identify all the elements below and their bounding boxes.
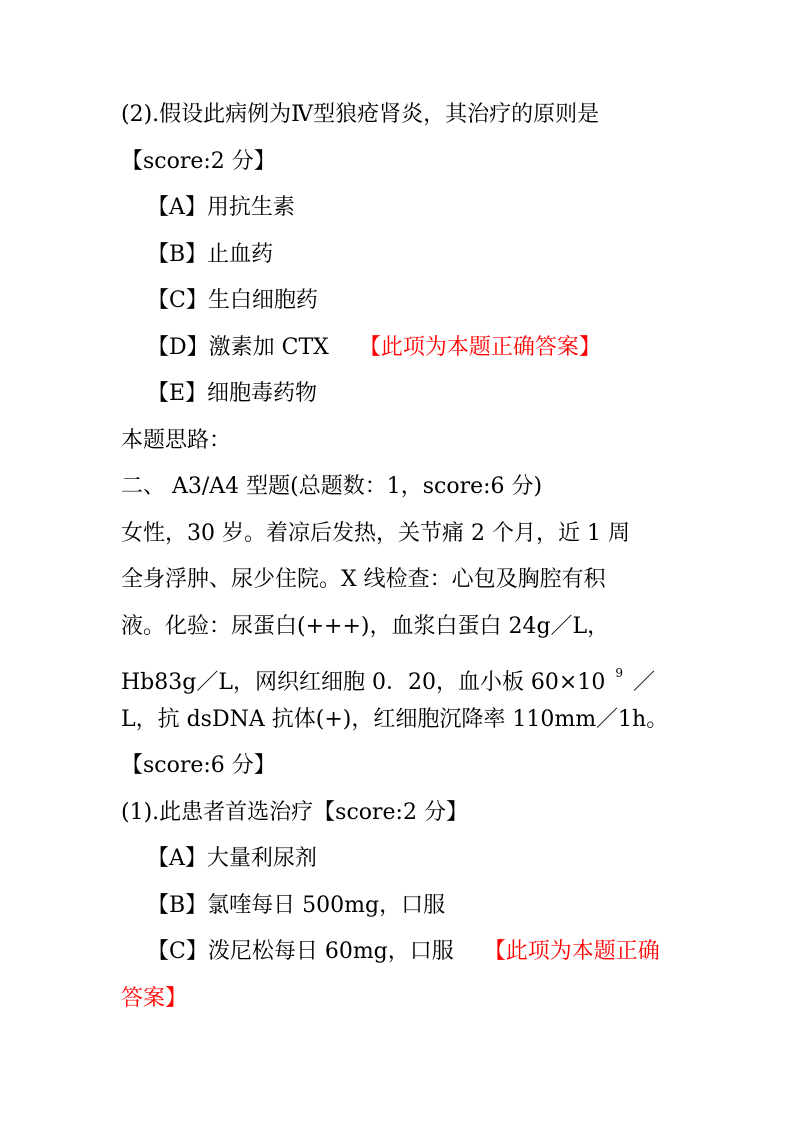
case-text-line: 液。化验：尿蛋白(+++)，血浆白蛋白 24g／L， [121, 613, 610, 639]
document-page [121, 92, 681, 1022]
question-2-score: 【score:2 分】 [121, 148, 276, 174]
option-c [121, 929, 681, 976]
option-e-label: 【E】细胞毒药物 [147, 381, 318, 406]
question-2-stem: (2).假设此病例为Ⅳ型狼疮肾炎，其治疗的原则是 [121, 102, 600, 127]
option-a-label: 【A】用抗生素 [147, 195, 295, 220]
option-d [121, 325, 681, 372]
exponent: 9 [615, 666, 623, 680]
case-text-line: 全身浮肿、尿少住院。X 线检查：心包及胸腔有积 [121, 567, 606, 592]
case-line-4-text: Hb83g／L，网织红细胞 0．20，血小板 60×10 [121, 670, 606, 695]
analysis-label: 本题思路： [121, 427, 232, 453]
option-a-label: 【A】大量利尿剂 [147, 846, 317, 871]
correct-answer-mark: 【此项为本题正确答案】 [358, 334, 601, 360]
option-e [121, 371, 681, 418]
option-c-label: 【C】泼尼松每日 60mg，口服 [147, 939, 454, 964]
section-score: 【score:6 分】 [121, 753, 276, 778]
case-text-line: L，抗 dsDNA 抗体(+)，红细胞沉降率 110mm／1h。 [121, 706, 669, 732]
correct-answer-mark-continued: 答案】 [121, 985, 188, 1011]
case-text-line: 女性，30 岁。着凉后发热，关节痛 2 个月，近 1 周 [121, 520, 630, 546]
option-c-label: 【C】生白细胞药 [147, 288, 318, 313]
section-title: 二、 A3/A4 型题(总题数：1，score:6 分) [121, 474, 543, 499]
case-line-4-slash: ／ [633, 670, 656, 695]
option-b-label: 【B】止血药 [147, 241, 274, 267]
case-text-line [121, 650, 681, 697]
option-a [121, 836, 681, 883]
option-d-label: 【D】激素加 CTX [147, 334, 329, 360]
option-c [121, 278, 681, 325]
option-b [121, 232, 681, 279]
option-b [121, 883, 681, 930]
option-a [121, 185, 681, 232]
correct-answer-mark: 【此项为本题正确 [483, 939, 660, 964]
question-1-stem: (1).此患者首选治疗【score:2 分】 [121, 799, 468, 825]
option-b-label: 【B】氯喹每日 500mg，口服 [147, 892, 446, 918]
